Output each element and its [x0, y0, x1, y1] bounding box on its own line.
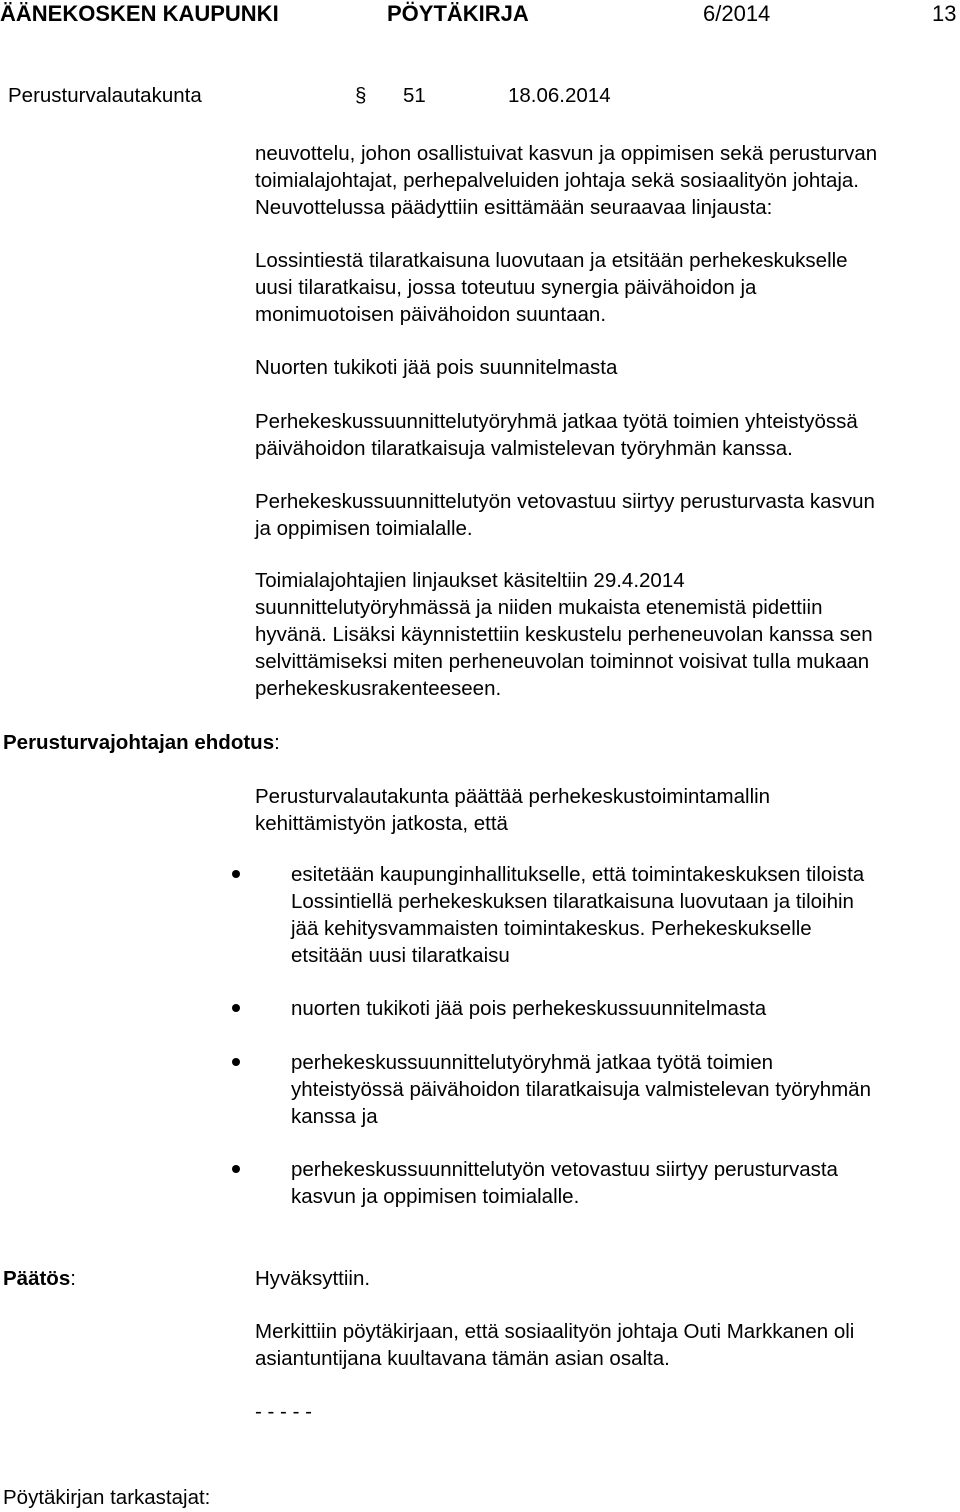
document-type: PÖYTÄKIRJA [387, 1, 529, 26]
proposal-label-colon: : [274, 731, 280, 754]
text-line: Neuvottelussa päädyttiin esittämään seuraavaa linjausta: [255, 196, 773, 219]
background-paragraph-3 [255, 354, 617, 381]
text-line: Lossintiellä perhekeskuksen tilaratkaisuna luovutaan ja tiloihin [291, 890, 854, 913]
proposal-bullet-3 [291, 1049, 871, 1130]
section-separator: - - - - - [255, 1400, 312, 1423]
text-line: ja oppimisen toimialalle. [255, 517, 473, 540]
decision-note [255, 1318, 854, 1372]
proposal-bullet-1 [291, 861, 864, 969]
text-line: Lossintiestä tilaratkaisuna luovutaan ja etsitään perhekeskukselle [255, 249, 848, 272]
text-line: esitetään kaupunginhallitukselle, että toimintakeskuksen tiloista [291, 863, 865, 886]
text-line: perhekeskussuunnittelutyöryhmä jatkaa työtä toimien [291, 1051, 774, 1074]
decision-text: Hyväksyttiin. [255, 1267, 371, 1290]
section-sign: § [355, 84, 367, 107]
text-line: nuorten tukikoti jää pois perhekeskussuunnitelmasta [291, 997, 767, 1020]
proposal-bullet-4 [291, 1156, 838, 1210]
proposal-bullet-2 [291, 995, 766, 1022]
bullet-icon [232, 1058, 240, 1066]
text-line: perhekeskussuunnittelutyön vetovastuu siirtyy perusturvasta [291, 1158, 838, 1181]
background-paragraph-2 [255, 247, 848, 328]
text-line: Toimialajohtajien linjaukset käsiteltiin 29.4.2014 [255, 569, 685, 592]
text-line: yhteistyössä päivähoidon tilaratkaisuja valmistelevan työryhmän [291, 1078, 871, 1101]
background-paragraph-1 [255, 140, 877, 221]
text-line: kehittämistyön jatkosta, että [255, 812, 508, 835]
text-line: toimialajohtajat, perhepalveluiden johtaja sekä sosiaalityön johtaja. [255, 169, 859, 192]
text-line: päivähoidon tilaratkaisuja valmistelevan työryhmän kanssa. [255, 437, 793, 460]
text-line: kanssa ja [291, 1105, 378, 1128]
text-line: asiantuntijana kuultavana tämän asian osalta. [255, 1347, 670, 1370]
section-number: 51 [403, 84, 426, 107]
text-line: kasvun ja oppimisen toimialalle. [291, 1185, 580, 1208]
issue-number: 6/2014 [703, 1, 771, 26]
reviewers-label: Pöytäkirjan tarkastajat: [3, 1486, 211, 1509]
decision-label-text: Päätös [3, 1267, 71, 1290]
text-line: Perhekeskussuunnittelutyön vetovastuu siirtyy perusturvasta kasvun [255, 490, 875, 513]
text-line: selvittämiseksi miten perheneuvolan toiminnot voisivat tulla mukaan [255, 650, 870, 673]
bullet-icon [232, 870, 240, 878]
decision-label-colon: : [70, 1267, 76, 1290]
text-line: uusi tilaratkaisu, jossa toteutuu synergia päivähoidon ja [255, 276, 757, 299]
background-paragraph-6 [255, 567, 873, 702]
background-paragraph-5 [255, 488, 875, 542]
meeting-date: 18.06.2014 [508, 84, 611, 107]
board-name: Perusturvalautakunta [8, 84, 202, 107]
text-line: hyvänä. Lisäksi käynnistettiin keskustelu perheneuvolan kanssa sen [255, 623, 873, 646]
text-line: etsitään uusi tilaratkaisu [291, 944, 510, 967]
text-line: Perhekeskussuunnittelutyöryhmä jatkaa työtä toimien yhteistyössä [255, 410, 858, 433]
decision-label [3, 1265, 76, 1292]
background-paragraph-4 [255, 408, 858, 462]
text-line: Merkittiin pöytäkirjaan, että sosiaalityön johtaja Outi Markkanen oli [255, 1320, 855, 1343]
bullet-icon [232, 1165, 240, 1173]
page-number: 13 [932, 1, 957, 26]
text-line: Nuorten tukikoti jää pois suunnitelmasta [255, 356, 618, 379]
text-line: suunnittelutyöryhmässä ja niiden mukaista etenemistä pidettiin [255, 596, 823, 619]
proposal-label [3, 729, 280, 756]
bullet-icon [232, 1004, 240, 1012]
text-line: jää kehitysvammaisten toimintakeskus. Perhekeskukselle [291, 917, 812, 940]
text-line: monimuotoisen päivähoidon suuntaan. [255, 303, 607, 326]
text-line: perhekeskusrakenteeseen. [255, 677, 502, 700]
proposal-label-text: Perusturvajohtajan ehdotus [3, 731, 275, 754]
municipality-name: ÄÄNEKOSKEN KAUPUNKI [0, 1, 279, 26]
text-line: neuvottelu, johon osallistuivat kasvun ja oppimisen sekä perusturvan [255, 142, 878, 165]
proposal-intro [255, 783, 770, 837]
text-line: Perusturvalautakunta päättää perhekeskustoimintamallin [255, 785, 771, 808]
